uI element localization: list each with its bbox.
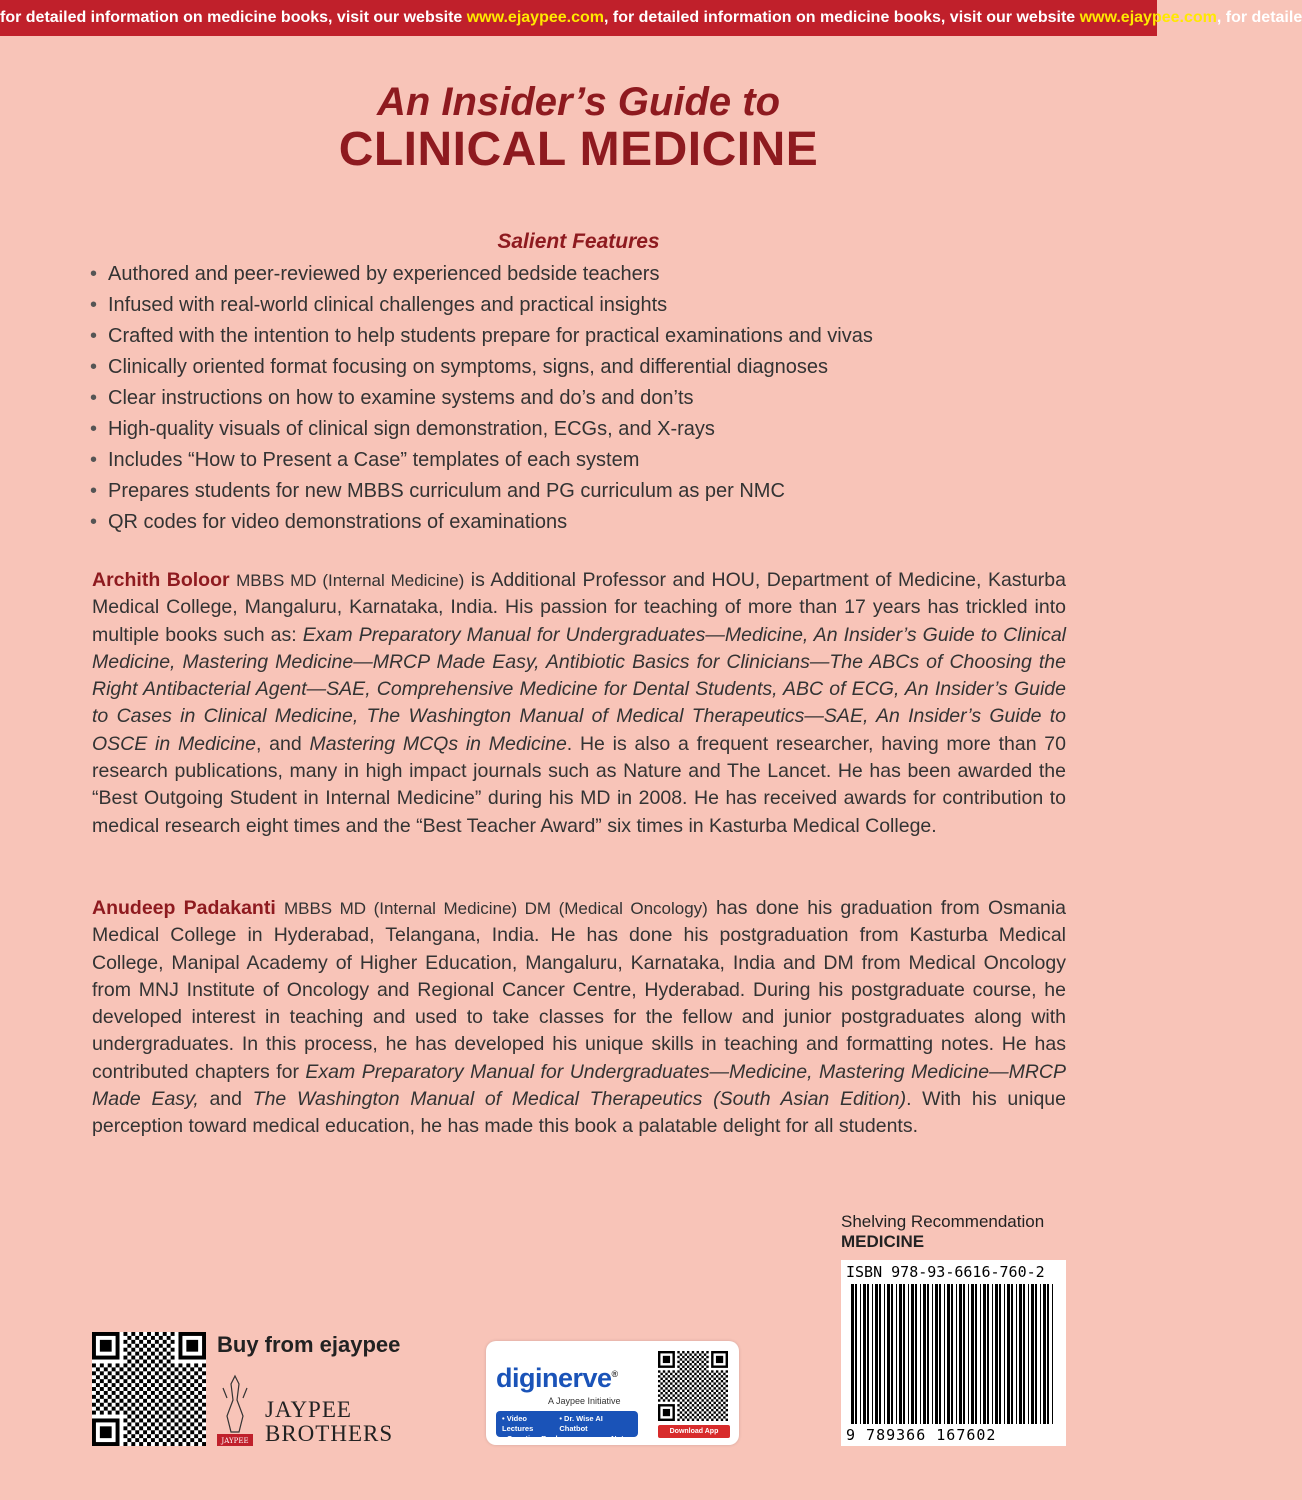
salient-features-heading: Salient Features [497, 230, 660, 253]
author-quals: MBBS MD (Internal Medicine) DM (Medical Oncology) [283, 899, 708, 918]
author-bio-1: Archith Boloor MBBS MD (Internal Medicine) is Additional Professor and HOU, Department of Medicine, Kasturba Medical College, Mangaluru, Karnataka, India. His passion for teaching of more than 17 years has trickled into multiple books such as: Exam Preparatory Manual for Undergraduates—Medicine, An Insider’s Guide to Clinical Medicine, Mastering Medicine—MRCP Made Easy, Antibiotic Basics for Clinicians—The ABCs of Choosing the Right Antibacterial Agent—SAE, Comprehensive Medicine for Dental Students, ABC of ECG, An Insider’s Guide to Cases in Clinical Medicine, The Washington Manual of Medical Therapeutics—SAE, An Insider’s Guide to OSCE in Medicine, and Mastering MCQs in Medicine. He is also a frequent researcher, having more than 70 research publications, many in high impact journals such as Nature and The Lancet. He has been awarded the “Best Outgoing Student in Internal Medicine” during his MD in 2008. He has received awards for contribution to medical research eight times and the “Best Teacher Award” six times in Kasturba Medical College. [92, 569, 1066, 837]
barcode-bars [849, 1284, 1059, 1424]
feature-item: • High-quality visuals of clinical sign demonstration, ECGs, and X-rays [90, 418, 715, 440]
isbn-barcode [841, 1260, 1066, 1446]
qr-code-icon[interactable] [92, 1332, 206, 1446]
feature-item: • Clear instructions on how to examine systems and do’s and don’ts [90, 387, 694, 409]
website-link[interactable]: www.ejaypee.com [466, 9, 604, 26]
shelving-value: MEDICINE [841, 1232, 925, 1251]
svg-text:JAYPEE: JAYPEE [221, 1437, 249, 1445]
book-title-line2: CLINICAL MEDICINE [338, 123, 819, 176]
author-name: Archith Boloor [92, 569, 230, 591]
banner-text-3: , for detaile [1216, 9, 1302, 26]
website-link[interactable]: www.ejaypee.com [1079, 9, 1217, 26]
author-name: Anudeep Padakanti [92, 897, 276, 919]
top-banner [0, 0, 1302, 36]
diginerve-tagline: A Jaypee Initiative [548, 1396, 621, 1406]
feature-item: • Prepares students for new MBBS curriculum and PG curriculum as per NMC [90, 480, 785, 502]
diginerve-features: • Video Lectures • Dr. Wise AI Chatbot • Question Bank • Notes [496, 1411, 638, 1437]
feature-item: • Includes “How to Present a Case” templates of each system [90, 449, 640, 471]
shelving-label: Shelving Recommendation [841, 1212, 1045, 1231]
author-bio-2: Anudeep Padakanti MBBS MD (Internal Medicine) DM (Medical Oncology) has done his graduation from Osmania Medical College in Hyderabad, Telangana, India. He has done his postgraduation from Kasturba Medical College, Manipal Academy of Higher Education, Mangaluru, Karnataka, India and DM from Medical Oncology from MNJ Institute of Oncology and Regional Cancer Centre, Hyderabad. During his postgraduate course, he developed interest in teaching and used to take classes for the fellow and junior postgraduates along with undergraduates. In this process, he has developed his unique skills in teaching and formatting notes. He has contributed chapters for Exam Preparatory Manual for Undergraduates—Medicine, Mastering Medicine—MRCP Made Easy, and The Washington Manual of Medical Therapeutics (South Asian Edition). With his unique perception toward medical education, he has made this book a palatable delight for all students. [92, 897, 1066, 1138]
feature-item: • Authored and peer-reviewed by experienced bedside teachers [90, 263, 660, 285]
feature-item: • Infused with real-world clinical challenges and practical insights [90, 294, 668, 316]
author-quals: MBBS MD (Internal Medicine) [236, 571, 465, 590]
feature-item: • Crafted with the intention to help students prepare for practical examinations and vivas [90, 325, 873, 347]
barcode-number: 9 789366 167602 [846, 1426, 997, 1444]
diginerve-ad[interactable] [486, 1341, 739, 1445]
app-qr-code-icon[interactable] [658, 1351, 728, 1421]
shelving-recommendation [841, 1212, 1071, 1252]
banner-text-1: for detailed information on medicine books, visit our website [0, 9, 467, 26]
banner-text-2: , for detailed information on medicine books, visit our website [603, 9, 1080, 26]
diginerve-logo: diginerve® [496, 1363, 618, 1393]
jaypee-logo-icon [215, 1370, 255, 1450]
book-title-line1: An Insider’s Guide to [376, 80, 781, 124]
publisher-name: JAYPEE BROTHERS [265, 1397, 394, 1446]
isbn-text: ISBN 978-93-6616-760-2 [846, 1263, 1045, 1281]
buy-from-label: Buy from ejaypee [217, 1332, 401, 1357]
download-app-button[interactable]: Download App [658, 1425, 730, 1438]
features-list [90, 260, 1090, 539]
feature-item: • Clinically oriented format focusing on symptoms, signs, and differential diagnoses [90, 356, 828, 378]
feature-item: • QR codes for video demonstrations of examinations [90, 511, 568, 533]
